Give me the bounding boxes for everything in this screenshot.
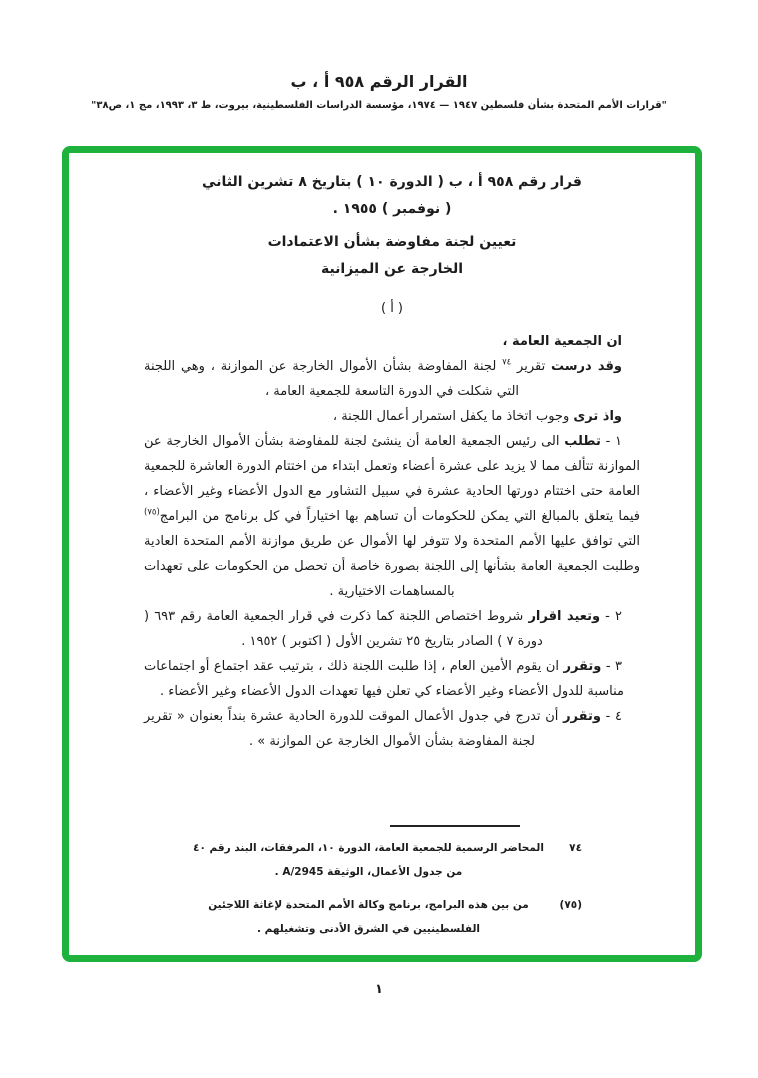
footnote-75: [190, 893, 582, 941]
operative-item-4: [144, 704, 640, 754]
item-3-text: ان يقوم الأمين العام ، إذا طلبت اللجنة ذلك ، بترتيب عقد اجتماع أو اجتماعات مناسبة للدول الأعضاء وغير الأعضاء كي تعلن فيها تعهدات الدول الأعضاء وغير الأعضاء .: [144, 659, 625, 699]
footnote-separator: [390, 825, 520, 827]
page-header: [0, 72, 758, 111]
page-number: ١: [375, 982, 383, 997]
preamble-2-lead: واذ ترى: [573, 409, 622, 424]
footnote-ref-74: ٧٤: [502, 357, 512, 368]
operative-item-3: [144, 654, 640, 704]
footnote-75-text: من بين هذه البرامج، برنامج وكالة الأمم المتحدة لإغاثة اللاجئين الفلسطينيين في الشرق الأدنى وتشغيلهم .: [208, 899, 529, 935]
preamble-2-text: وجوب اتخاذ ما يكفل استمرار أعمال اللجنة ،: [332, 409, 574, 424]
preamble-paragraph-2: [144, 404, 640, 429]
item-3-number: ٣ -: [601, 659, 622, 674]
section-marker: ( أ ): [380, 301, 404, 316]
footnote-75-marker: (٧٥): [559, 899, 582, 911]
operative-item-2: [144, 604, 640, 654]
operative-item-1: [144, 429, 640, 604]
footnote-ref-75: (٧٥): [144, 507, 160, 518]
resolution-heading-line2: ( نوفمبر ) ١٩٥٥ .: [332, 201, 452, 217]
preamble-1-text-a: تقرير: [511, 359, 551, 374]
item-2-number: ٢ -: [600, 609, 622, 624]
preamble-intro-text: ان الجمعية العامة ،: [502, 334, 622, 349]
preamble-intro: [144, 329, 640, 354]
footnotes: [144, 825, 640, 941]
source-citation: "قرارات الأمم المتحدة بشأن فلسطين ١٩٤٧ — ١٩٧٤، مؤسسة الدراسات الفلسطينية، بيروت، ط ٣، ١٩٩٣، مج ١، ص٣٨": [91, 100, 667, 111]
resolution-content: [69, 153, 695, 955]
preamble-paragraph-1: [144, 354, 640, 404]
page-title: القرار الرقم ٩٥٨ أ ، ب: [290, 72, 468, 91]
resolution-border-box: [62, 146, 702, 962]
item-1-number: ١ -: [600, 434, 622, 449]
item-4-lead: وتقرر: [563, 709, 601, 724]
footnote-74: [190, 836, 582, 884]
resolution-subject: [144, 229, 640, 283]
preamble-1-text-b: لجنة المفاوضة بشأن الأموال الخارجة عن الموازنة ، وهي اللجنة التي شكلت في الدورة التاسعة للجمعية العامة ،: [144, 359, 520, 399]
item-1-text-b: التي توافق عليها الأمم المتحدة ولا تتوفر لها الأموال عن طريق موازنة الأمم المتحدة العادية وطلبت الجمعية العامة بشأنها إلى اللجنة بصورة خاصة أن تحصل من الحكومات على تعهدات بالمساهمات الاختيارية .: [144, 534, 640, 599]
resolution-heading-line1: قرار رقم ٩٥٨ أ ، ب ( الدورة ١٠ ) بتاريخ ٨ تشرين الثاني: [202, 174, 582, 190]
item-2-text: شروط اختصاص اللجنة كما ذكرت في قرار الجمعية العامة رقم ٦٩٣ ( دورة ٧ ) الصادر بتاريخ ٢٥ تشرين الأول ( اكتوبر ) ١٩٥٢ .: [144, 609, 543, 649]
resolution-subject-line2: الخارجة عن الميزانية: [320, 261, 464, 277]
resolution-heading: [144, 169, 640, 223]
item-4-text: أن تدرج في جدول الأعمال الموقت للدورة الحادية عشرة بنداً بعنوان « تقرير لجنة المفاوضة بشأن الأموال الخارجة عن الموازنة » .: [144, 709, 564, 749]
item-3-lead: وتقرر: [563, 659, 602, 674]
item-1-lead: تطلب: [564, 434, 601, 449]
footnote-74-marker: ٧٤: [569, 842, 582, 854]
preamble-1-lead: وقد درست: [551, 359, 622, 374]
resolution-subject-line1: تعيين لجنة مفاوضة بشأن الاعتمادات: [267, 234, 517, 250]
footnote-74-text: المحاضر الرسمية للجمعية العامة، الدورة ١٠، المرفقات، البند رقم ٤٠ من جدول الأعمال، الوثيقة A/2945 .: [193, 842, 544, 878]
item-1-text-a: الى رئيس الجمعية العامة أن ينشئ لجنة للمفاوضة بشأن الأموال الخارجة عن الموازنة تتألف مما لا يزيد على عشرة أعضاء وتعمل ابتداء من اختتام الدورة العاشرة للجمعية العامة حتى اختتام دورتها الحادية عشرة في سبيل التشاور مع الدول الأعضاء وغير الأعضاء ، فيما يتعلق بالمبالغ التي يمكن للحكومات أن تساهم بها اختياراً في كل برنامج من البرامج: [144, 434, 640, 524]
item-4-number: ٤ -: [600, 709, 622, 724]
item-2-lead: وتعيد اقرار: [528, 609, 601, 624]
